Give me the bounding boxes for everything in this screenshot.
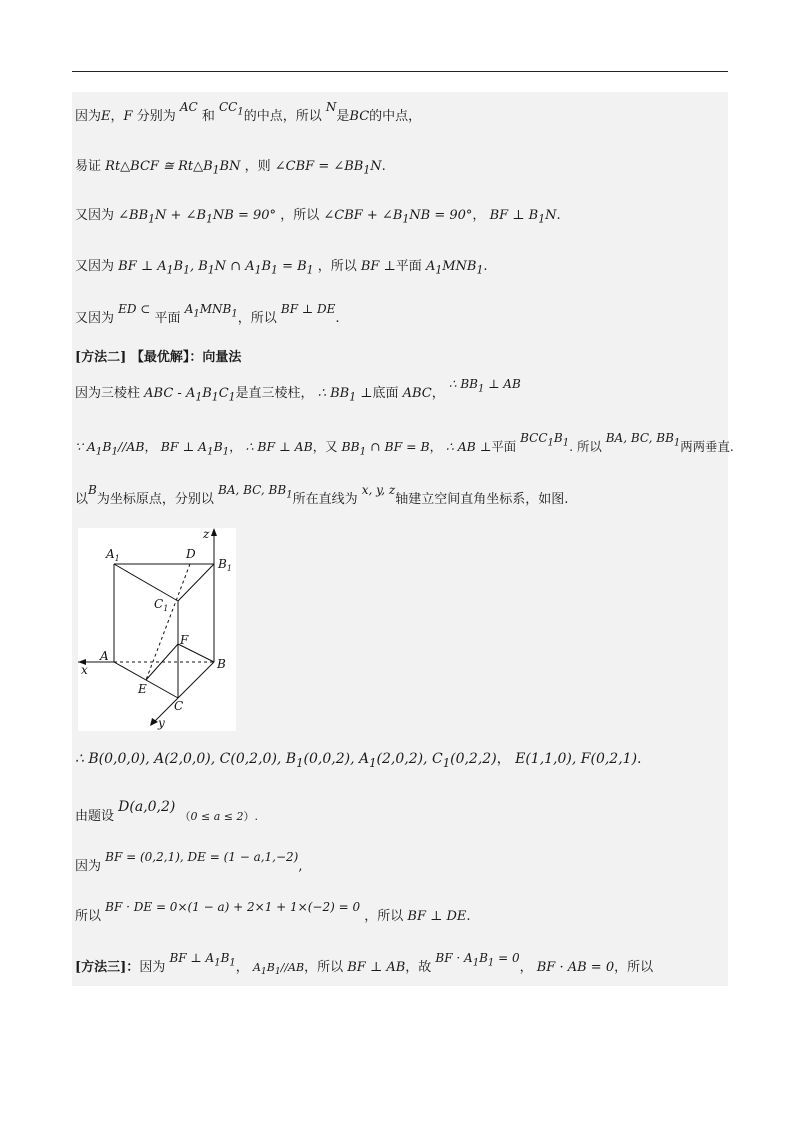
math-part: BF ⊥ A xyxy=(118,259,167,274)
text: 又因为 xyxy=(75,208,115,223)
text: 两两垂直. xyxy=(680,439,734,454)
math-b: B xyxy=(88,483,97,497)
math-part: BF · A xyxy=(435,951,473,965)
text: （ xyxy=(179,810,191,823)
text: ， xyxy=(472,208,486,223)
math-part: A xyxy=(425,259,436,274)
label-text: A xyxy=(106,547,115,561)
math-congruence xyxy=(105,159,241,177)
math-sub: 1 xyxy=(207,263,215,277)
text: 所以 xyxy=(75,909,102,924)
math-part: = B xyxy=(277,259,307,274)
label-text: B xyxy=(218,557,227,571)
text: . xyxy=(637,751,642,767)
math-part: MNB xyxy=(199,302,232,316)
math-sub: 1 xyxy=(222,445,230,458)
math-coords xyxy=(75,751,497,770)
line-7 xyxy=(75,377,521,408)
math-sub: 1 xyxy=(237,106,244,118)
line-5 xyxy=(75,302,340,333)
text: ，则 xyxy=(244,159,271,174)
line-1 xyxy=(75,100,422,131)
text: ， xyxy=(110,109,124,124)
math: BF ⊥ xyxy=(360,259,396,274)
math: BC xyxy=(349,109,370,124)
line-14 xyxy=(75,951,654,982)
math-axes xyxy=(605,431,681,449)
label-c: C xyxy=(174,699,184,713)
math-sub: 1 xyxy=(673,437,681,449)
math-vectors: BF = (0,2,1), DE = (1 − a,1,−2) xyxy=(105,850,299,864)
math-sub: 1 xyxy=(228,390,236,404)
line-12 xyxy=(75,850,303,877)
math-axes xyxy=(218,483,293,501)
math-part: C xyxy=(218,386,229,401)
label-c1 xyxy=(154,597,168,613)
math-part: BB xyxy=(341,439,360,454)
math-part: ∠CBF = ∠BB xyxy=(274,159,364,174)
math-part: ∴ BB xyxy=(448,377,478,391)
math-part: ∵ A xyxy=(75,439,96,454)
math-part: //AB xyxy=(280,961,305,974)
math-sub: 1 xyxy=(111,445,119,458)
math-perp xyxy=(489,208,557,226)
math-perp-ab: BF ⊥ AB xyxy=(347,960,406,975)
text: ，故 xyxy=(405,960,432,975)
heading-text: [方法二] 【最优解】：向量法 xyxy=(75,350,242,365)
line-8 xyxy=(75,431,734,462)
text: ，所以 xyxy=(614,960,654,975)
label-x: x xyxy=(81,663,88,677)
math-sub: 1 xyxy=(211,390,219,404)
math-part: N xyxy=(370,159,382,174)
math-part: BA, BC, BB xyxy=(605,431,674,445)
prism-diagram xyxy=(78,528,236,731)
math-part: = 0 xyxy=(494,951,520,965)
math-perp: BF ⊥ DE xyxy=(280,302,336,316)
math-sub: 1 xyxy=(402,212,410,226)
math-perp-ab xyxy=(448,377,521,395)
math-part: ABC - A xyxy=(144,386,196,401)
text: 所在直线为 xyxy=(292,492,358,507)
math-sub: 1 xyxy=(538,212,546,226)
edge-a1c1 xyxy=(114,564,178,601)
math-sub: 1 xyxy=(296,755,304,770)
math-dot-product: BF · DE = 0×(1 − a) + 2×1 + 1×(−2) = 0 xyxy=(105,900,361,914)
line-3 xyxy=(75,206,561,230)
label-e: E xyxy=(138,682,147,696)
text: 的中点，所以 xyxy=(243,109,322,124)
text: 因为 xyxy=(139,960,166,975)
math-part: ⊥ xyxy=(356,386,373,401)
line-10 xyxy=(75,749,642,773)
math: ABC xyxy=(402,386,432,401)
math-dot-2: BF · AB = 0 xyxy=(536,960,615,975)
math-sub: 1 xyxy=(206,445,214,458)
text: ， xyxy=(429,439,442,454)
text: ，所以 xyxy=(364,909,404,924)
math-part: ∠CBF + ∠B xyxy=(323,208,403,223)
math-part: CC xyxy=(219,100,238,114)
label-b1 xyxy=(217,557,232,573)
edge-cb xyxy=(178,662,214,698)
math-sub: 1 xyxy=(166,263,174,277)
math-d: D(a,0,2) xyxy=(118,799,176,815)
math-part: N + ∠B xyxy=(155,208,207,223)
math-part: B xyxy=(102,439,112,454)
math-cc1 xyxy=(219,100,244,118)
text: 以 xyxy=(75,492,89,507)
label-y: y xyxy=(158,716,165,730)
math-part: MNB xyxy=(442,259,477,274)
math-sub: 1 xyxy=(206,212,213,226)
line-11 xyxy=(75,799,258,827)
z-arrowhead xyxy=(211,528,217,536)
text: 平面 xyxy=(154,311,181,326)
line-2 xyxy=(75,157,386,181)
prism-figure xyxy=(78,528,236,731)
math-part: B xyxy=(220,951,230,965)
math-sub: 1 xyxy=(487,957,495,969)
math-plane xyxy=(184,302,238,320)
text: ， xyxy=(519,960,533,975)
math-part: B xyxy=(553,431,563,445)
method-two-heading xyxy=(75,348,241,368)
math-part: (0,2,2) xyxy=(450,751,497,767)
math-plane xyxy=(425,259,484,277)
math-range: 0 ≤ a ≤ 2 xyxy=(190,810,244,823)
math-parallel xyxy=(252,961,305,978)
math-sub: 1 xyxy=(478,383,485,395)
text: . 所以 xyxy=(569,439,602,454)
text: 因为三棱柱 xyxy=(75,386,141,401)
math-sub: 1 xyxy=(472,957,480,969)
math-part: BF ⊥ A xyxy=(160,439,207,454)
text: 因为 xyxy=(75,109,102,124)
text: 是 xyxy=(336,109,350,124)
label-text: C xyxy=(154,597,164,611)
math-part: N ∩ A xyxy=(214,259,255,274)
text: ， xyxy=(235,960,249,975)
math-plane xyxy=(520,431,570,449)
math-part: (2,0,2), C xyxy=(376,751,443,767)
math-sub: 1 xyxy=(148,212,156,226)
text: 由题设 xyxy=(75,809,115,824)
math-xyz: x, y, z xyxy=(361,483,396,497)
text: 分别为 xyxy=(132,109,176,124)
text: . xyxy=(556,208,561,223)
math-sub: 1 xyxy=(95,445,103,458)
math-part: Rt△BCF ≅ Rt△B xyxy=(105,159,213,174)
math-part: B xyxy=(479,951,488,965)
math-part: N xyxy=(545,208,557,223)
text: 轴建立空间直角坐标系，如图. xyxy=(395,492,569,507)
line-4 xyxy=(75,257,488,281)
math-parallel xyxy=(75,439,145,458)
label-sub: 1 xyxy=(114,554,120,563)
math-part: , B xyxy=(189,259,208,274)
text: 为坐标原点，分别以 xyxy=(96,492,214,507)
label-a: A xyxy=(100,649,109,663)
text: ）. xyxy=(243,810,258,823)
math-sub: 1 xyxy=(562,437,570,449)
label-a1 xyxy=(105,547,120,563)
text: 是直三棱柱， xyxy=(235,386,314,401)
math-conditions xyxy=(118,259,314,277)
math-part: BCC xyxy=(520,431,548,445)
math: ∴ AB ⊥ xyxy=(445,439,492,454)
math-sub: 1 xyxy=(349,390,357,404)
header-rule xyxy=(72,71,728,72)
math-sub: 1 xyxy=(231,308,238,320)
math-sub: 1 xyxy=(547,437,554,449)
math-angle-sum-2 xyxy=(323,208,473,226)
math-part: ∠BB xyxy=(118,208,149,223)
math-sub: 1 xyxy=(435,263,443,277)
math-sub: 1 xyxy=(195,390,203,404)
math-part: ⊥ AB xyxy=(484,377,521,391)
math-sub: 1 xyxy=(193,308,200,320)
math-sub: 1 xyxy=(286,489,293,501)
math-part: B xyxy=(261,259,272,274)
math-part: BA, BC, BB xyxy=(218,483,287,497)
text: . xyxy=(466,909,471,924)
math-sub: 1 xyxy=(369,755,377,770)
text: ，所以 xyxy=(317,259,357,274)
text: ，所以 xyxy=(280,208,320,223)
math-part: B xyxy=(213,439,223,454)
math-sub: 1 xyxy=(260,966,267,978)
text: 又因为 xyxy=(75,259,115,274)
math-sub: 1 xyxy=(306,263,314,277)
math-angle xyxy=(274,159,382,177)
math-sub: 1 xyxy=(214,957,221,969)
math-sub: 1 xyxy=(442,755,451,770)
math: F xyxy=(123,109,133,124)
text: 平面 xyxy=(491,439,517,454)
math-sub: 1 xyxy=(229,957,236,969)
text: . xyxy=(483,259,488,274)
math-part: BF ⊥ B xyxy=(489,208,539,223)
math-sub: 1 xyxy=(274,966,281,978)
segment-de xyxy=(146,564,190,680)
math-part: A xyxy=(184,302,194,316)
text: ， xyxy=(144,439,157,454)
label-d: D xyxy=(186,547,196,561)
math-perp xyxy=(317,386,373,404)
math-sub: 1 xyxy=(359,445,367,458)
text: 又因为 xyxy=(75,311,115,326)
math-part: B xyxy=(202,386,212,401)
math-perp xyxy=(160,439,230,458)
math-part: B xyxy=(173,259,184,274)
math-part: ∴ B(0,0,0), A(2,0,0), C(0,2,0), B xyxy=(75,751,297,767)
math-sub: 1 xyxy=(254,263,262,277)
math-intersect xyxy=(341,439,430,458)
text: ，所以 xyxy=(237,311,277,326)
math-part: B xyxy=(266,961,275,974)
label-sub: 1 xyxy=(163,604,169,613)
label-b: B xyxy=(217,657,226,671)
text: ，所以 xyxy=(304,960,344,975)
math-sub: 1 xyxy=(271,263,278,277)
math-perp: BF ⊥ DE xyxy=(407,909,467,924)
label-z: z xyxy=(203,528,210,541)
text: 的中点， xyxy=(369,109,422,124)
math-sub: 1 xyxy=(476,263,484,277)
math-sub: 1 xyxy=(183,263,190,277)
text: ，又 xyxy=(312,439,338,454)
math: E xyxy=(101,109,111,124)
math-coords-ef: E(1,1,0), F(0,2,1) xyxy=(515,751,638,767)
text: ， xyxy=(496,751,511,767)
label-f: F xyxy=(180,633,189,647)
math-part: A xyxy=(252,961,261,974)
math-ac: AC xyxy=(179,100,198,114)
math-part: BN xyxy=(219,159,241,174)
text: 因为 xyxy=(75,859,102,874)
math-dot xyxy=(435,951,520,969)
math-angle-sum xyxy=(118,208,277,226)
math-part: (0,0,2), A xyxy=(303,751,370,767)
text: , xyxy=(298,859,303,874)
text: ， xyxy=(229,439,242,454)
math-sub: 1 xyxy=(212,163,220,177)
math-part: //AB xyxy=(118,439,145,454)
text: 易证 xyxy=(75,159,102,174)
math-part: NB = 90° xyxy=(212,208,277,223)
line-9 xyxy=(75,483,569,514)
text: 底面 xyxy=(372,386,399,401)
math-part: NB = 90° xyxy=(409,208,473,223)
math: ∴ BF ⊥ AB xyxy=(245,439,313,454)
line-13 xyxy=(75,900,471,927)
label-sub: 1 xyxy=(226,564,232,573)
method-three-heading: [方法三]： xyxy=(75,960,140,975)
math-sub: 1 xyxy=(363,163,371,177)
math-part: BF ⊥ A xyxy=(169,951,215,965)
text: 平面 xyxy=(395,259,422,274)
math-perp xyxy=(169,951,236,969)
text: ， xyxy=(431,386,445,401)
text: . xyxy=(335,311,340,326)
math-n: N xyxy=(325,100,337,114)
math-prism xyxy=(144,386,236,404)
math-subset: ED ⊂ xyxy=(118,302,151,316)
text: 和 xyxy=(201,109,215,124)
text: . xyxy=(381,159,386,174)
math-part: ∩ BF = B xyxy=(366,439,430,454)
math-part: ∴ BB xyxy=(317,386,350,401)
